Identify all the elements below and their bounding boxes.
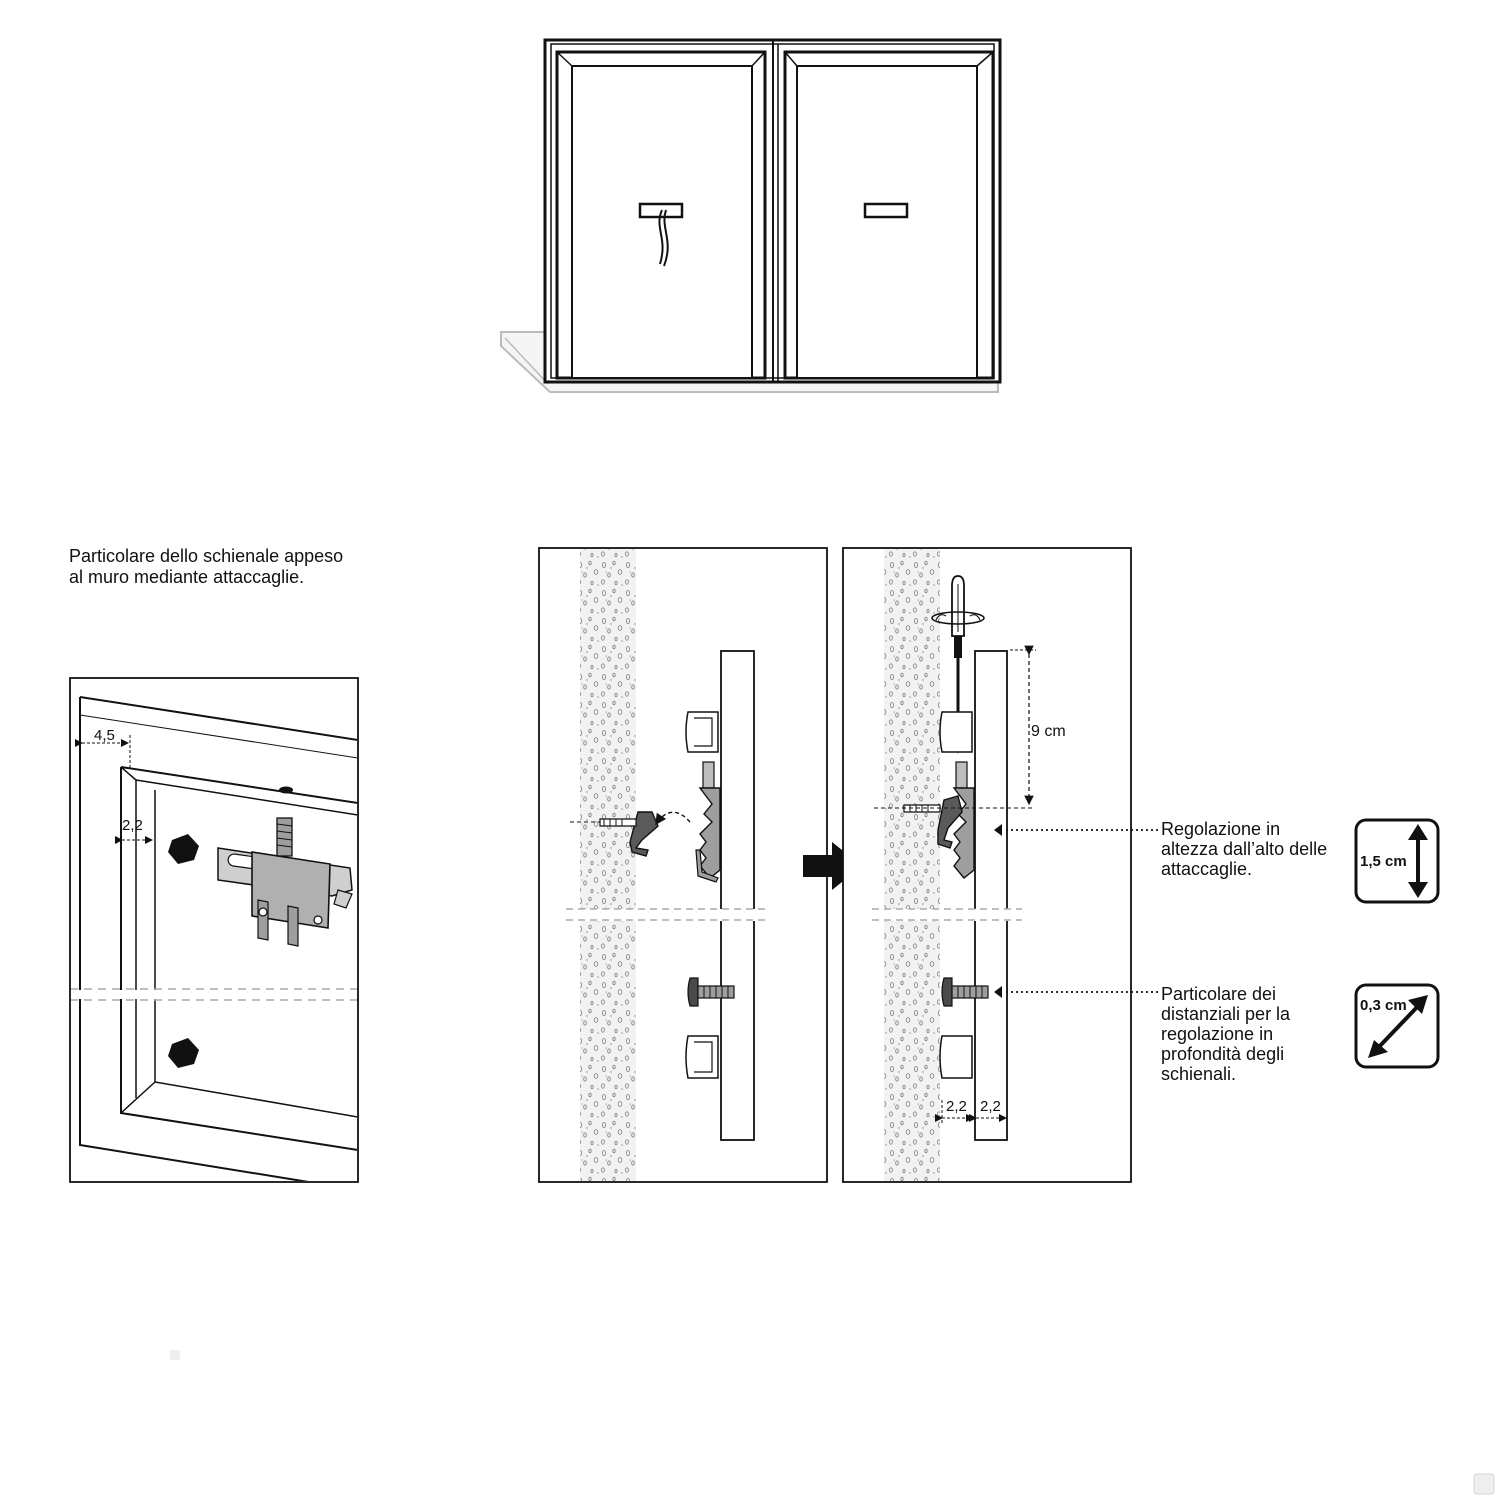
depth-adjustment-note (1161, 984, 1351, 1084)
height-badge (1356, 820, 1438, 902)
watermark-logo (1474, 1474, 1494, 1494)
dim-gap-label: 2,2 (980, 1098, 1001, 1115)
note-line: regolazione in (1161, 1024, 1274, 1044)
depth-badge (1356, 985, 1438, 1067)
cabinet-elevation (501, 40, 1000, 392)
wall-section (580, 549, 636, 1181)
caption-line: al muro mediante attaccaglie. (69, 567, 305, 587)
caption-line: Particolare dello schienale appeso (69, 546, 344, 566)
height-adjustment-note (1161, 819, 1351, 879)
note-line: schienali. (1161, 1064, 1237, 1084)
depth-badge-label: 0,3 cm (1360, 997, 1407, 1014)
wall-plug-icon (600, 819, 636, 826)
note-line: distanziali per la (1161, 1004, 1291, 1024)
dim-offset-label: 4,5 (94, 727, 115, 744)
right-handle-icon (865, 204, 907, 217)
left-door (557, 52, 765, 378)
note-line: attaccaglie. (1161, 859, 1253, 879)
height-badge-label: 1,5 cm (1360, 853, 1407, 870)
detail-panel (70, 678, 358, 1190)
note-line: altezza dall’alto delle (1161, 839, 1328, 859)
dim-gap-label: 2,2 (946, 1098, 967, 1115)
detail-caption (69, 546, 369, 588)
section-after-panel (843, 548, 1158, 1182)
note-line: Particolare dei (1161, 984, 1277, 1004)
dim-height-label: 9 cm (1031, 723, 1066, 740)
dim-margin-label: 2,2 (122, 817, 143, 834)
spacer-screw-icon (688, 978, 698, 1006)
section-before-panel (539, 548, 827, 1182)
note-line: profondità degli (1161, 1044, 1285, 1064)
back-panel (721, 651, 754, 1140)
note-line: Regolazione in (1161, 819, 1281, 839)
right-door (785, 52, 993, 378)
